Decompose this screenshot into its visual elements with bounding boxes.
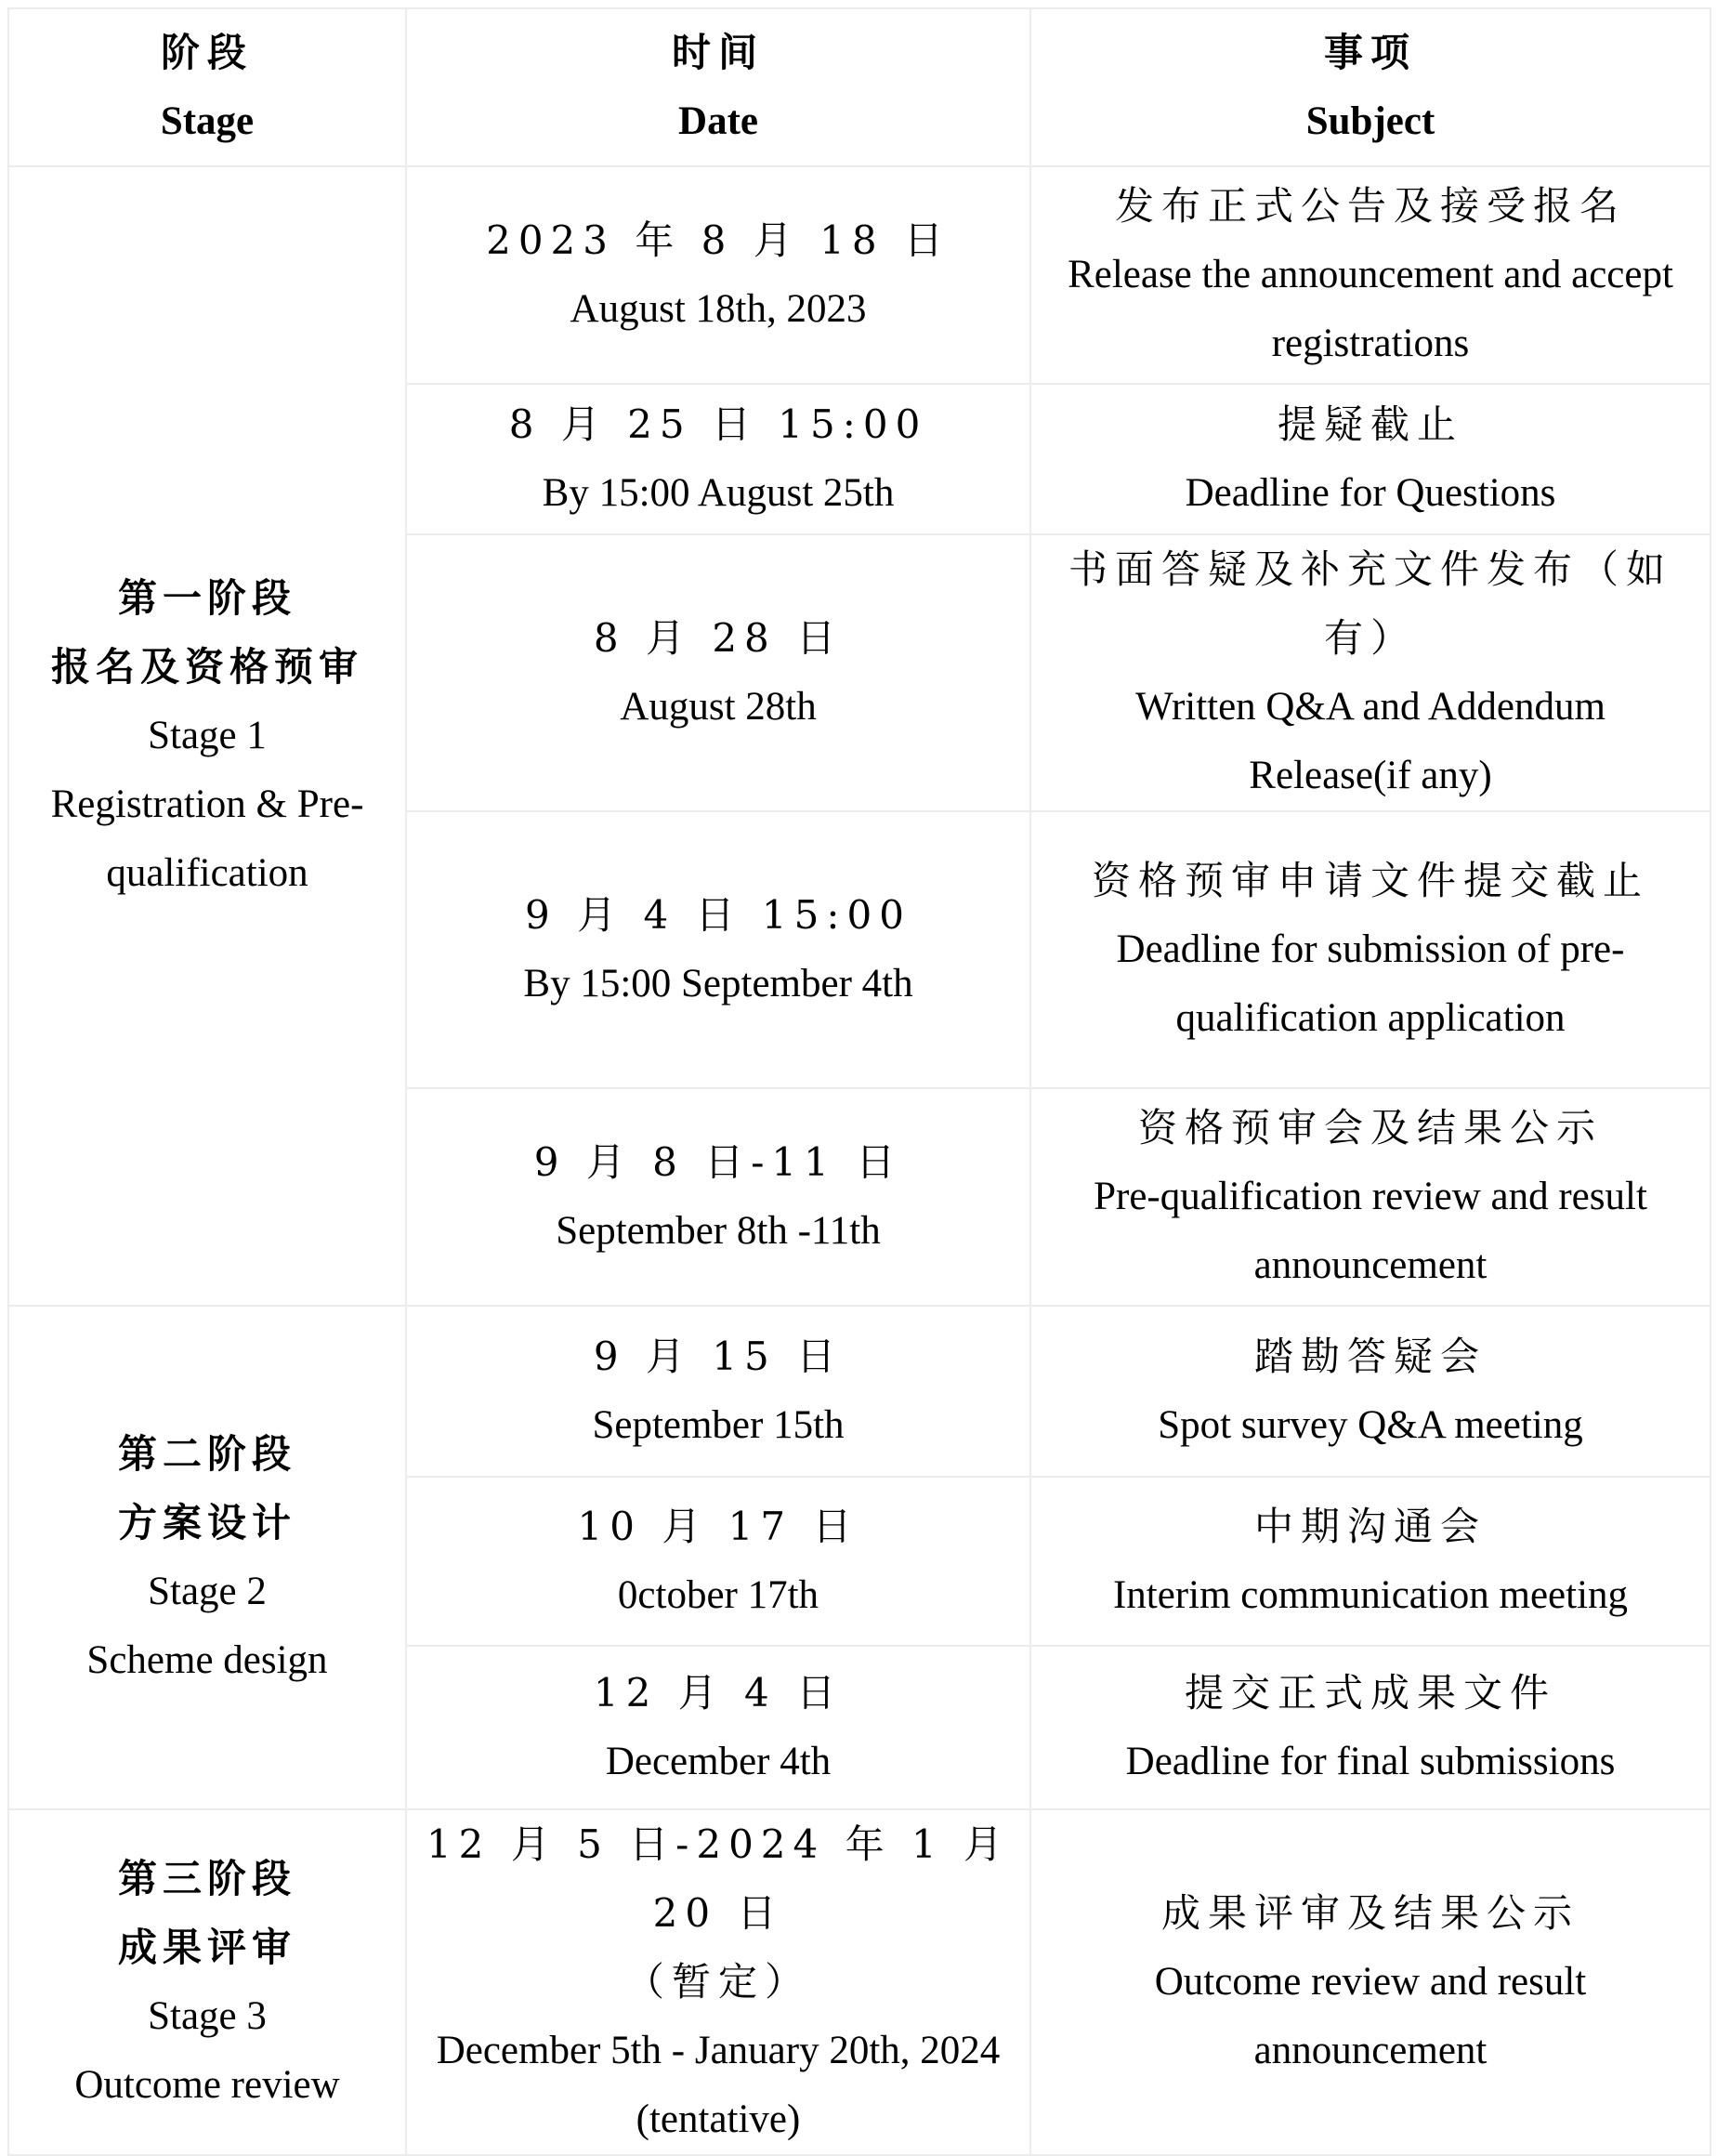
header-date — [406, 8, 1030, 166]
subject-cell — [1030, 1088, 1710, 1306]
subject-cell — [1030, 1306, 1710, 1477]
date-en: September 8th -11th — [556, 1209, 881, 1253]
date-cn: 2023 年 8 月 18 日 — [486, 217, 950, 263]
header-subject-en: Subject — [1305, 99, 1435, 143]
stage-title-en: Registration & Pre- — [50, 782, 364, 826]
subject-en: announcement — [1253, 2029, 1488, 2072]
subject-cn: 成果评审及结果公示 — [1160, 1890, 1579, 1936]
stage-title-cn: 方案设计 — [117, 1500, 296, 1545]
date-cell — [406, 166, 1030, 384]
date-en: August 28th — [620, 685, 817, 729]
stage-name-cn: 第二阶段 — [117, 1431, 296, 1477]
date-cell — [406, 1477, 1030, 1646]
date-cn: 8 月 28 日 — [593, 615, 844, 661]
date-cell — [406, 1809, 1030, 2155]
subject-cell — [1030, 1809, 1710, 2155]
date-cell — [406, 534, 1030, 811]
schedule-table — [7, 7, 1711, 2156]
date-cell — [406, 1646, 1030, 1809]
date-en: 0ctober 17th — [617, 1573, 819, 1617]
date-cell — [406, 384, 1030, 534]
stage-cell — [8, 166, 406, 1306]
date-en: August 18th, 2023 — [570, 287, 867, 331]
subject-en: Deadline for final submissions — [1125, 1740, 1616, 1783]
table-row — [8, 1809, 1710, 2155]
stage-name-cn: 第三阶段 — [117, 1856, 296, 1901]
date-en: December 5th - January 20th, 2024 — [436, 2029, 1001, 2072]
date-cn: 12 月 4 日 — [593, 1670, 844, 1716]
date-cell — [406, 811, 1030, 1088]
date-en: By 15:00 August 25th — [542, 471, 895, 515]
stage-name-en: Stage 3 — [148, 1994, 267, 2038]
subject-en: announcement — [1253, 1243, 1488, 1287]
date-cn: 9 月 15 日 — [593, 1334, 844, 1379]
date-cn: 12 月 5 日-2024 年 1 月 20 日 — [426, 1821, 1011, 1936]
subject-en: Deadline for Questions — [1185, 471, 1556, 515]
subject-cn: 中期沟通会 — [1253, 1504, 1487, 1549]
subject-cell — [1030, 1477, 1710, 1646]
subject-cn: 资格预审会及结果公示 — [1137, 1105, 1603, 1150]
subject-en: Deadline for submission of pre- — [1116, 927, 1625, 971]
table-row — [8, 1306, 1710, 1477]
date-cn: 10 月 17 日 — [577, 1504, 859, 1549]
subject-cell — [1030, 384, 1710, 534]
subject-cell — [1030, 1646, 1710, 1809]
stage-name-cn: 第一阶段 — [117, 575, 296, 621]
subject-en: Pre-qualification review and result — [1094, 1175, 1647, 1218]
subject-cn: 书面答疑及补充文件发布（如有） — [1068, 546, 1672, 661]
stage-title-en-cont: qualification — [106, 851, 308, 895]
date-cell — [406, 1306, 1030, 1477]
subject-cn: 发布正式公告及接受报名 — [1114, 183, 1626, 229]
subject-cn: 提交正式成果文件 — [1184, 1670, 1556, 1716]
stage-title-cn: 成果评审 — [117, 1925, 296, 1970]
stage-cell — [8, 1306, 406, 1809]
schedule-page — [7, 7, 1710, 2156]
subject-cn: 踏勘答疑会 — [1253, 1334, 1487, 1379]
subject-cell — [1030, 166, 1710, 384]
subject-en: Written Q&A and Addendum — [1135, 685, 1606, 729]
date-cn: 9 月 4 日 15:00 — [525, 892, 911, 938]
date-en: By 15:00 September 4th — [523, 962, 913, 1006]
subject-cn: 提疑截止 — [1277, 401, 1463, 447]
stage-name-en: Stage 1 — [148, 714, 267, 757]
subject-en: Release(if any) — [1249, 754, 1492, 797]
stage-name-en: Stage 2 — [148, 1570, 267, 1613]
stage-title-en: Outcome review — [74, 2063, 340, 2107]
header-date-cn: 时间 — [671, 30, 765, 75]
schedule-body — [8, 166, 1710, 2155]
subject-cell — [1030, 811, 1710, 1088]
header-subject — [1030, 8, 1710, 166]
header-subject-cn: 事项 — [1323, 30, 1417, 75]
header-stage-en: Stage — [160, 99, 255, 143]
date-cell — [406, 1088, 1030, 1306]
date-en: (tentative) — [636, 2097, 801, 2141]
subject-cell — [1030, 534, 1710, 811]
table-row — [8, 166, 1710, 384]
subject-en: qualification application — [1175, 996, 1566, 1040]
subject-en: registrations — [1271, 322, 1470, 365]
date-cn: 9 月 8 日-11 日 — [533, 1139, 903, 1185]
subject-en: Interim communication meeting — [1112, 1573, 1629, 1617]
subject-cn: 资格预审申请文件提交截止 — [1091, 858, 1649, 903]
stage-cell — [8, 1809, 406, 2155]
date-cn: 8 月 25 日 15:00 — [508, 401, 928, 447]
date-cn-note: （暂定） — [624, 1959, 811, 2005]
header-stage-cn: 阶段 — [160, 30, 254, 75]
subject-en: Outcome review and result — [1154, 1960, 1587, 2004]
date-en: September 15th — [592, 1403, 845, 1447]
subject-en: Release the announcement and accept — [1068, 253, 1673, 296]
stage-title-cn: 报名及资格预审 — [50, 644, 363, 690]
stage-title-en: Scheme design — [86, 1638, 328, 1682]
subject-en: Spot survey Q&A meeting — [1158, 1403, 1583, 1447]
date-en: December 4th — [605, 1740, 832, 1783]
header-stage — [8, 8, 406, 166]
header-date-en: Date — [678, 99, 758, 143]
header-row — [8, 8, 1710, 166]
